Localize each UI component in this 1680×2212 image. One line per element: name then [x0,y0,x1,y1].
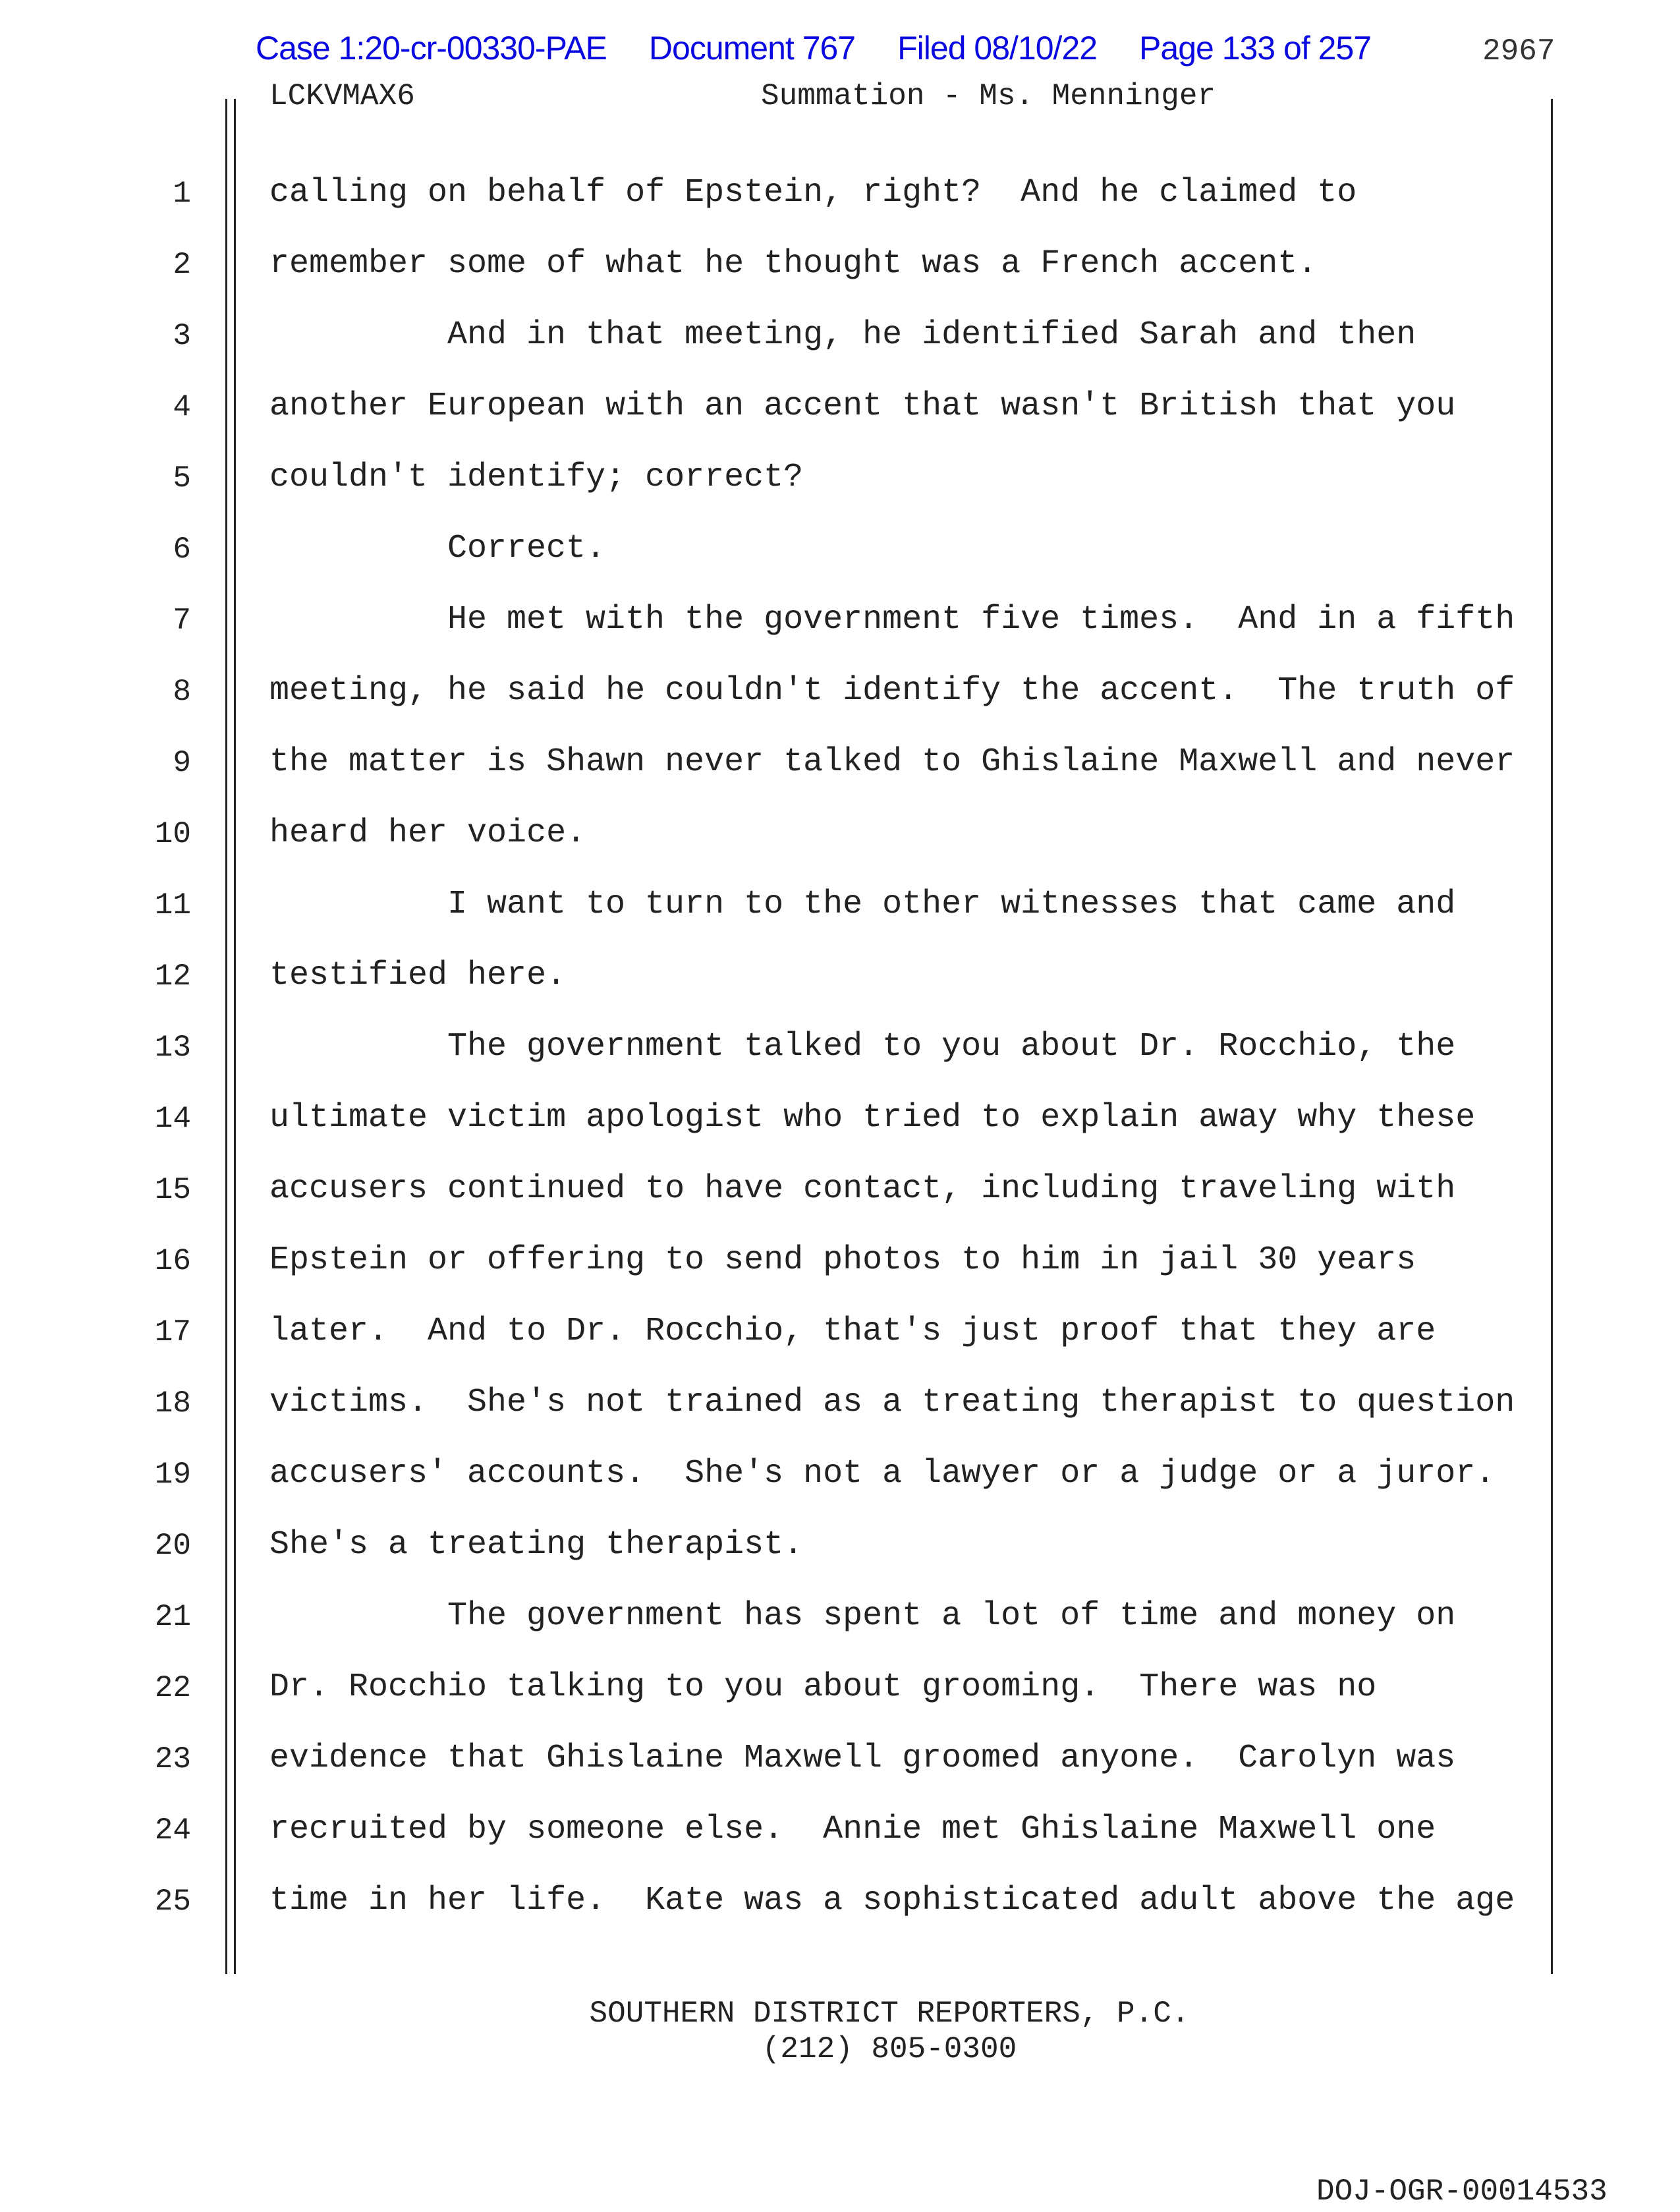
filed-date: Filed 08/10/22 [897,30,1098,67]
transcript-line: evidence that Ghislaine Maxwell groomed anyone. Carolyn was [269,1740,1456,1777]
transcript-line: He met with the government five times. And in a fifth [447,601,1515,638]
transcript-line: another European with an accent that wasn't British that you [269,387,1456,425]
transcript-line: later. And to Dr. Rocchio, that's just proof that they are [269,1313,1436,1350]
transcript-line: remember some of what he thought was a French accent. [269,245,1318,283]
transcript-line: calling on behalf of Epstein, right? And he claimed to [269,174,1357,212]
reporter-phone: (212) 805-0300 [762,2032,1017,2066]
transcript-line: accusers continued to have contact, including traveling with [269,1170,1456,1208]
line-number: 7 [173,604,191,638]
line-number: 14 [154,1102,191,1136]
transcript-line: Correct. [447,530,606,567]
transcript-line: recruited by someone else. Annie met Ghislaine Maxwell one [269,1811,1436,1848]
line-number: 20 [154,1529,191,1563]
line-number: 12 [154,959,191,994]
line-number: 4 [173,390,191,424]
transcript-line: heard her voice. [269,814,586,852]
line-number: 2 [173,248,191,282]
transcript-line: The government talked to you about Dr. Rocchio, the [447,1028,1456,1065]
transcript-line: couldn't identify; correct? [269,459,804,496]
page-of: Page 133 of 257 [1139,30,1372,67]
header-title: Summation - Ms. Menninger [761,79,1216,113]
line-number: 22 [154,1671,191,1705]
transcript-line: the matter is Shawn never talked to Ghislaine Maxwell and never [269,743,1515,781]
line-number: 17 [154,1315,191,1349]
transcript-line: I want to turn to the other witnesses that came and [447,886,1456,923]
transcript-line: And in that meeting, he identified Sarah and then [447,316,1416,354]
transcript-line: time in her life. Kate was a sophisticated adult above the age [269,1882,1515,1919]
line-number: 13 [154,1031,191,1065]
line-number: 18 [154,1386,191,1421]
transcript-line: accusers' accounts. She's not a lawyer or a judge or a juror. [269,1455,1496,1492]
line-number: 24 [154,1813,191,1848]
transcript-line: She's a treating therapist. [269,1526,804,1564]
left-margin-rule [234,99,236,1974]
line-number: 11 [154,888,191,922]
line-number: 16 [154,1244,191,1278]
transcript-line: Epstein or offering to send photos to him in jail 30 years [269,1241,1416,1279]
reporter-name: SOUTHERN DISTRICT REPORTERS, P.C. [589,1997,1190,2031]
transcript-line: The government has spent a lot of time and money on [447,1597,1456,1635]
line-number: 19 [154,1458,191,1492]
line-number: 10 [154,817,191,851]
line-number: 5 [173,461,191,496]
line-number: 3 [173,319,191,353]
transcript-line: meeting, he said he couldn't identify the accent. The truth of [269,672,1515,710]
line-number: 23 [154,1742,191,1776]
transcript-line: ultimate victim apologist who tried to explain away why these [269,1099,1476,1137]
transcript-line: testified here. [269,957,567,994]
line-number: 21 [154,1600,191,1634]
case-number: Case 1:20-cr-00330-PAE [256,30,607,67]
transcript-page-number: 2967 [1482,34,1555,69]
line-number: 25 [154,1885,191,1919]
right-margin-rule [1551,99,1553,1974]
line-number: 9 [173,746,191,780]
header-code: LCKVMAX6 [269,79,415,113]
transcript-line: Dr. Rocchio talking to you about grooming. There was no [269,1668,1377,1706]
left-margin-rule [225,99,227,1974]
transcript-line: victims. She's not trained as a treating therapist to question [269,1384,1515,1421]
court-filing-stamp [256,29,1413,67]
line-number: 8 [173,675,191,709]
line-number: 6 [173,532,191,567]
bates-number: DOJ-OGR-00014533 [1316,2174,1608,2209]
document-number: Document 767 [648,30,856,67]
line-number: 15 [154,1173,191,1207]
line-number: 1 [173,177,191,211]
